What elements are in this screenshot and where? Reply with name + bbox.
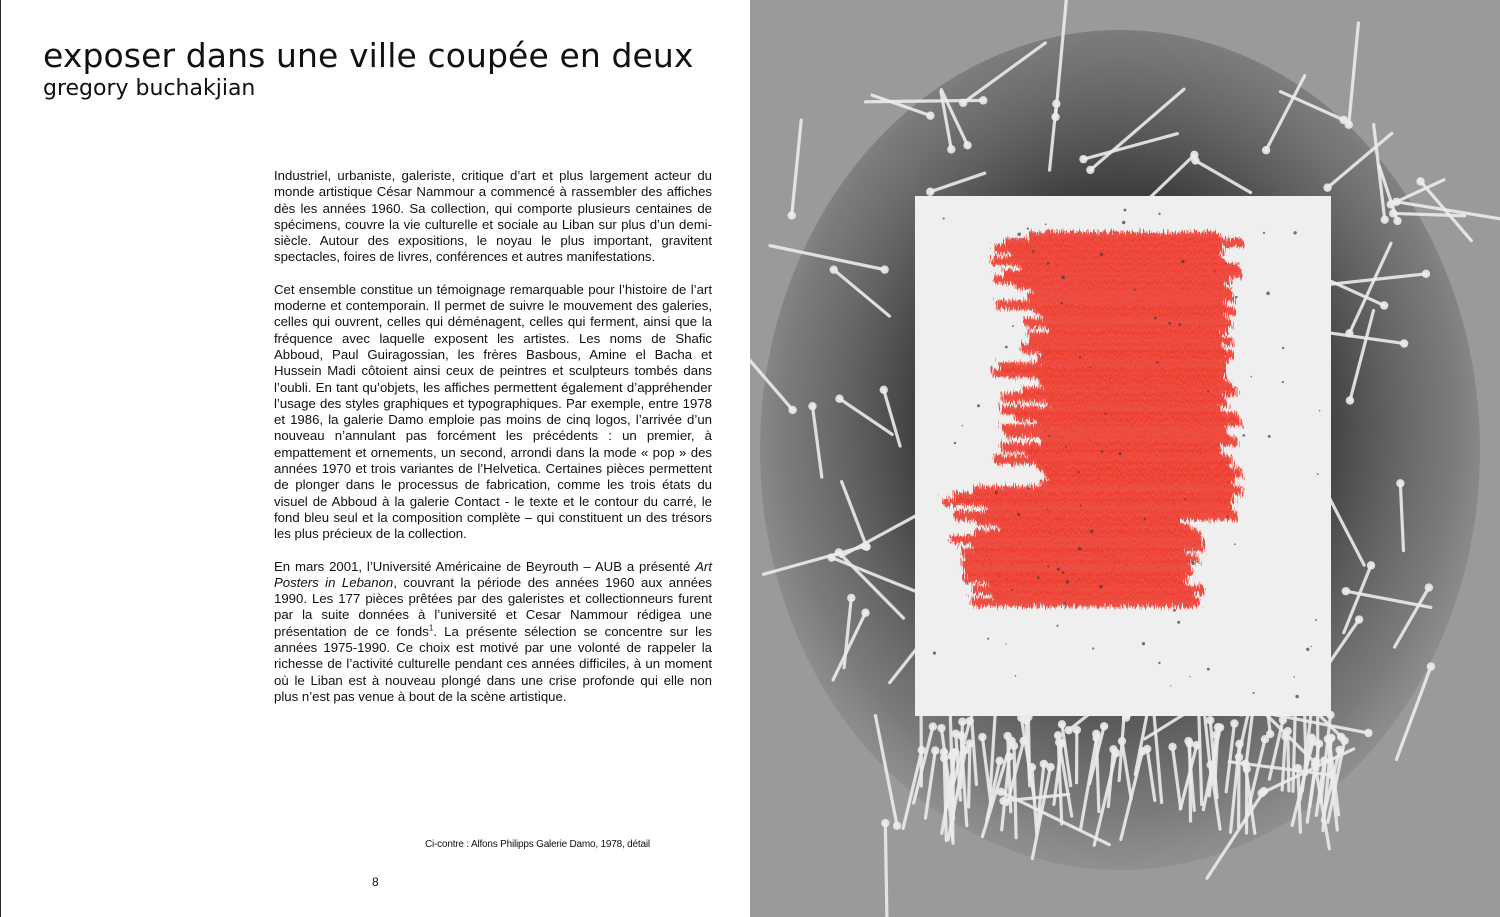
- nail-head: [1109, 745, 1117, 753]
- nail-head: [1005, 752, 1013, 760]
- ink-speck: [1077, 471, 1079, 473]
- ink-speck: [1142, 642, 1145, 645]
- ink-speck: [1235, 296, 1238, 299]
- ink-speck: [1056, 625, 1058, 627]
- ink-speck: [1047, 509, 1048, 510]
- ink-speck: [1122, 221, 1125, 224]
- nail-head: [948, 752, 956, 760]
- nail-head: [1230, 719, 1238, 727]
- ink-speck: [1006, 444, 1007, 445]
- article-title: exposer dans une ville coupée en deux: [43, 36, 694, 75]
- ink-speck: [1080, 505, 1082, 507]
- nail-head: [1065, 726, 1073, 734]
- ink-speck: [1047, 565, 1049, 567]
- nail: [1190, 744, 1191, 822]
- nail-head: [1261, 735, 1269, 743]
- ink-speck: [933, 652, 936, 655]
- ink-speck: [1179, 323, 1182, 326]
- ink-speck: [1089, 366, 1091, 368]
- nail-head: [926, 188, 934, 196]
- ink-speck: [1006, 643, 1007, 644]
- nail: [866, 100, 984, 101]
- ink-speck: [1221, 460, 1222, 461]
- body-paragraph-1: Industriel, urbaniste, galeriste, critique d’art et plus largement acteur du monde artistique César Nammour a commencé à rassembler des affiches dès les années 1960. Sa collection, qui comporte plusieurs centaines de spécimens, couvre la vie culturelle et sociale au Liban sur plus d’un demi-siècle. Autour des expositions, le noyau le plus important, gravitent spectacles, foires de livres, conférences et autres manifestations.: [274, 168, 712, 265]
- nail-head: [940, 748, 948, 756]
- nail-head: [847, 594, 855, 602]
- nail-head: [1086, 166, 1094, 174]
- ink-speck: [1317, 473, 1319, 475]
- article-body: [274, 168, 712, 721]
- nail-head: [1079, 155, 1087, 163]
- ink-speck: [1011, 589, 1013, 591]
- nail-head: [978, 733, 986, 741]
- ink-speck: [1168, 322, 1171, 325]
- ink-speck: [1062, 571, 1065, 574]
- nail-head: [1416, 177, 1424, 185]
- nail-head: [931, 746, 939, 754]
- ink-speck: [1158, 213, 1160, 215]
- ink-speck: [1060, 302, 1062, 304]
- nail-head: [830, 265, 838, 273]
- ink-speck: [1061, 276, 1064, 279]
- nail-head: [1235, 740, 1243, 748]
- nail-head: [1315, 739, 1323, 747]
- ink-speck: [1015, 675, 1017, 677]
- nail-head: [1340, 116, 1348, 124]
- ink-speck: [1134, 289, 1136, 291]
- ink-speck: [962, 425, 963, 426]
- ink-speck: [1294, 676, 1295, 677]
- nail-head: [1284, 727, 1292, 735]
- nail: [1014, 746, 1016, 838]
- nail-head: [1260, 787, 1268, 795]
- nail-head: [1073, 726, 1081, 734]
- nail-head: [1214, 723, 1222, 731]
- body-paragraph-2: Cet ensemble constitue un témoignage remarquable pour l’histoire de l’art moderne et contemporain. Il permet de suivre le mouvement des galeries, celles qui ouvrent, celles qui déménagent, celles qui ferment, ainsi que la fréquence avec laquelle exposent les artistes. Les noms de Shafic Abboud, Paul Guiragossian, les frères Basbous, Amine el Bacha et Hussein Madi côtoient ainsi ceux de peintres et sculpteurs tombés dans l’oubli. En tant qu’objets, les affiches permettent également d’appréhender l’usage des styles graphiques et typographiques. Par exemple, entre 1978 et 1986, la galerie Damo emploie pas moins de cinq logos, l’arrivée d’un nouveau n’annulant pas forcément les précédents : un premier, à empattement et ornements, un second, arrondi dans la mode « pop » des années 1970 et trois variantes de l’Helvetica. Certaines pièces permettent de plonger dans le processus de fabrication, comme les trois états du visuel de Abboud à la galerie Contact - le texte et le contour du carré, le fond bleu seul et la composition complète – qui constituent un des trésors les plus précieux de la collection.: [274, 281, 712, 542]
- nail-head: [1346, 396, 1354, 404]
- brush-stroke: [1028, 294, 1234, 301]
- nail-head: [1051, 113, 1059, 121]
- ink-speck: [1027, 228, 1029, 230]
- ink-speck: [1207, 668, 1210, 671]
- nail-head: [1342, 587, 1350, 595]
- ink-speck: [1048, 435, 1050, 437]
- nail-head: [1022, 716, 1030, 724]
- body-paragraph-3: [274, 559, 712, 706]
- ink-speck: [1123, 209, 1126, 212]
- ink-speck: [1119, 452, 1122, 455]
- ink-speck: [1143, 518, 1145, 520]
- nail-head: [1054, 731, 1062, 739]
- nail-head: [1262, 146, 1270, 154]
- nail-head: [861, 609, 869, 617]
- paragraph-3-text-a: En mars 2001, l’Université Américaine de Beyrouth – AUB a présenté: [274, 558, 696, 574]
- nail-head: [961, 746, 969, 754]
- ink-speck: [1032, 250, 1035, 253]
- nail-head: [1057, 739, 1065, 747]
- ink-speck: [1266, 292, 1270, 296]
- nail: [952, 756, 953, 818]
- ink-speck: [1263, 232, 1265, 234]
- nail-head: [958, 717, 966, 725]
- nail-head: [947, 145, 955, 153]
- article-author: gregory buchakjian: [43, 76, 256, 101]
- ink-speck: [1104, 412, 1106, 414]
- ink-speck: [1156, 361, 1159, 364]
- nail-head: [1040, 760, 1048, 768]
- ink-speck: [1181, 260, 1184, 263]
- ink-speck: [1268, 435, 1271, 438]
- page-number: 8: [372, 875, 379, 889]
- nail-head: [881, 819, 889, 827]
- ink-speck: [1295, 695, 1299, 699]
- nail-head: [1396, 479, 1404, 487]
- artwork-image: [750, 0, 1500, 917]
- nail-head: [788, 211, 796, 219]
- ink-speck: [1306, 648, 1309, 651]
- paragraph-3-text-c: . La présente sélection se concentre sur les années 1975-1990. Ce choix est motivé par une volonté de rappeler la richesse de l’activité culturelle pendant ces années difficiles, à un moment où le Liban est à nouveau plongé dans une crise profonde qui elle non plus n’est pas venue à bout de la scène artistique.: [274, 623, 712, 704]
- ink-speck: [1109, 378, 1111, 380]
- ink-speck: [1225, 263, 1227, 265]
- nail-head: [1294, 764, 1302, 772]
- paragraph-3-text-b: , couvrant la période des années 1960 aux années 1990. Les 177 pièces prêtées par des galeristes et collectionneurs furent par la suite données à l’université et Cesar Nammour rédigea une présentation de ce fonds: [274, 574, 712, 639]
- ink-speck: [1184, 498, 1186, 500]
- nail-head: [963, 141, 971, 149]
- nail-head: [926, 111, 934, 119]
- nail-head: [1335, 746, 1343, 754]
- nail-head: [1393, 217, 1401, 225]
- ink-speck: [1031, 421, 1033, 423]
- nail-head: [1191, 156, 1199, 164]
- nail-head: [827, 553, 835, 561]
- ink-speck: [1078, 547, 1081, 550]
- ink-speck: [1099, 585, 1103, 589]
- nail-head: [1092, 734, 1100, 742]
- nail-head: [995, 757, 1003, 765]
- ink-speck: [1101, 450, 1104, 453]
- nail-head: [1389, 209, 1397, 217]
- nail-head: [1206, 716, 1214, 724]
- brush-stroke: [961, 561, 1190, 568]
- nail-head: [1355, 615, 1363, 623]
- nail-head: [1279, 716, 1287, 724]
- ink-speck: [1207, 390, 1209, 392]
- ink-speck: [1158, 662, 1160, 664]
- right-page: [750, 0, 1500, 917]
- nail-head: [1311, 761, 1319, 769]
- nail-head: [880, 265, 888, 273]
- footnote-marker: 1: [428, 623, 434, 633]
- ink-speck: [1090, 530, 1093, 533]
- ink-speck: [1177, 621, 1180, 624]
- nail-head: [1364, 729, 1372, 737]
- nail-head: [808, 402, 816, 410]
- nail-head: [1168, 743, 1176, 751]
- nail-head: [893, 822, 901, 830]
- ink-speck: [1012, 325, 1014, 327]
- nail-head: [918, 746, 926, 754]
- nail-head: [1010, 742, 1018, 750]
- nail: [885, 823, 887, 917]
- ink-speck: [1017, 513, 1020, 516]
- ink-speck: [1190, 676, 1191, 677]
- ink-speck: [1253, 692, 1255, 694]
- nail-head: [1425, 583, 1433, 591]
- nail-head: [1422, 270, 1430, 278]
- ink-speck: [1079, 356, 1081, 358]
- nail-head: [957, 731, 965, 739]
- ink-speck: [1173, 609, 1176, 612]
- nail-head: [1427, 662, 1435, 670]
- nail-head: [1100, 722, 1108, 730]
- nail-head: [835, 395, 843, 403]
- nail-head: [788, 406, 796, 414]
- nail-head: [1003, 732, 1011, 740]
- ink-speck: [1293, 231, 1296, 234]
- nail-head: [929, 722, 937, 730]
- ink-speck: [1092, 647, 1094, 649]
- ink-speck: [1191, 562, 1194, 565]
- ink-speck: [1005, 346, 1008, 349]
- nail-head: [1138, 747, 1146, 755]
- nail: [1293, 711, 1295, 791]
- nail: [1288, 731, 1289, 791]
- ink-speck: [1226, 515, 1228, 517]
- ink-speck: [1242, 434, 1245, 437]
- ink-speck: [1234, 543, 1236, 545]
- ink-speck: [995, 491, 998, 494]
- ink-speck: [1170, 685, 1171, 686]
- ink-speck: [1051, 397, 1053, 399]
- ink-speck: [1045, 223, 1047, 225]
- nail-head: [997, 788, 1005, 796]
- ink-speck: [1251, 376, 1252, 377]
- nail-head: [1019, 737, 1027, 745]
- nail-head: [1327, 734, 1335, 742]
- nail-head: [1186, 739, 1194, 747]
- ink-speck: [1319, 410, 1321, 412]
- nail-head: [1367, 561, 1375, 569]
- nail-head: [1058, 720, 1066, 728]
- nail-head: [937, 724, 945, 732]
- nail-head: [1380, 301, 1388, 309]
- ink-speck: [1310, 646, 1311, 647]
- ink-speck: [1108, 397, 1109, 398]
- ink-speck: [1282, 381, 1284, 383]
- ink-speck: [1154, 317, 1157, 320]
- ink-speck: [1315, 619, 1317, 621]
- image-caption: Ci-contre : Alfons Philipps Galerie Damo, 1978, détail: [425, 839, 650, 850]
- nail-head: [1320, 756, 1328, 764]
- ink-speck: [1028, 488, 1030, 490]
- nail-head: [1392, 198, 1400, 206]
- ink-speck: [943, 217, 945, 219]
- ink-speck: [1065, 446, 1067, 448]
- ink-speck: [954, 442, 956, 444]
- brush-stroke: [1040, 480, 1233, 487]
- nail-head: [1323, 183, 1331, 191]
- brush-stroke: [1005, 430, 1228, 437]
- nail-head: [1381, 215, 1389, 223]
- exhibition-title-italic: Art Posters in Lebanon: [274, 558, 712, 590]
- ink-speck: [1100, 253, 1103, 256]
- ink-speck: [1057, 568, 1060, 571]
- ink-speck: [977, 404, 980, 407]
- nail-head: [1340, 737, 1348, 745]
- ink-speck: [1066, 580, 1069, 583]
- ink-speck: [987, 638, 989, 640]
- ink-speck: [1282, 347, 1284, 349]
- nail-head: [966, 717, 974, 725]
- ink-speck: [1214, 271, 1215, 272]
- ink-speck: [1017, 232, 1021, 236]
- nail-head: [880, 386, 888, 394]
- ink-speck: [1063, 602, 1065, 604]
- nail: [969, 744, 970, 807]
- brush-stroke: [1042, 313, 1226, 320]
- ink-speck: [1037, 576, 1040, 579]
- ink-speck: [1047, 262, 1050, 265]
- nail-head: [1241, 760, 1249, 768]
- nail-head: [1400, 339, 1408, 347]
- brush-stroke: [971, 598, 1200, 607]
- nail-head: [979, 96, 987, 104]
